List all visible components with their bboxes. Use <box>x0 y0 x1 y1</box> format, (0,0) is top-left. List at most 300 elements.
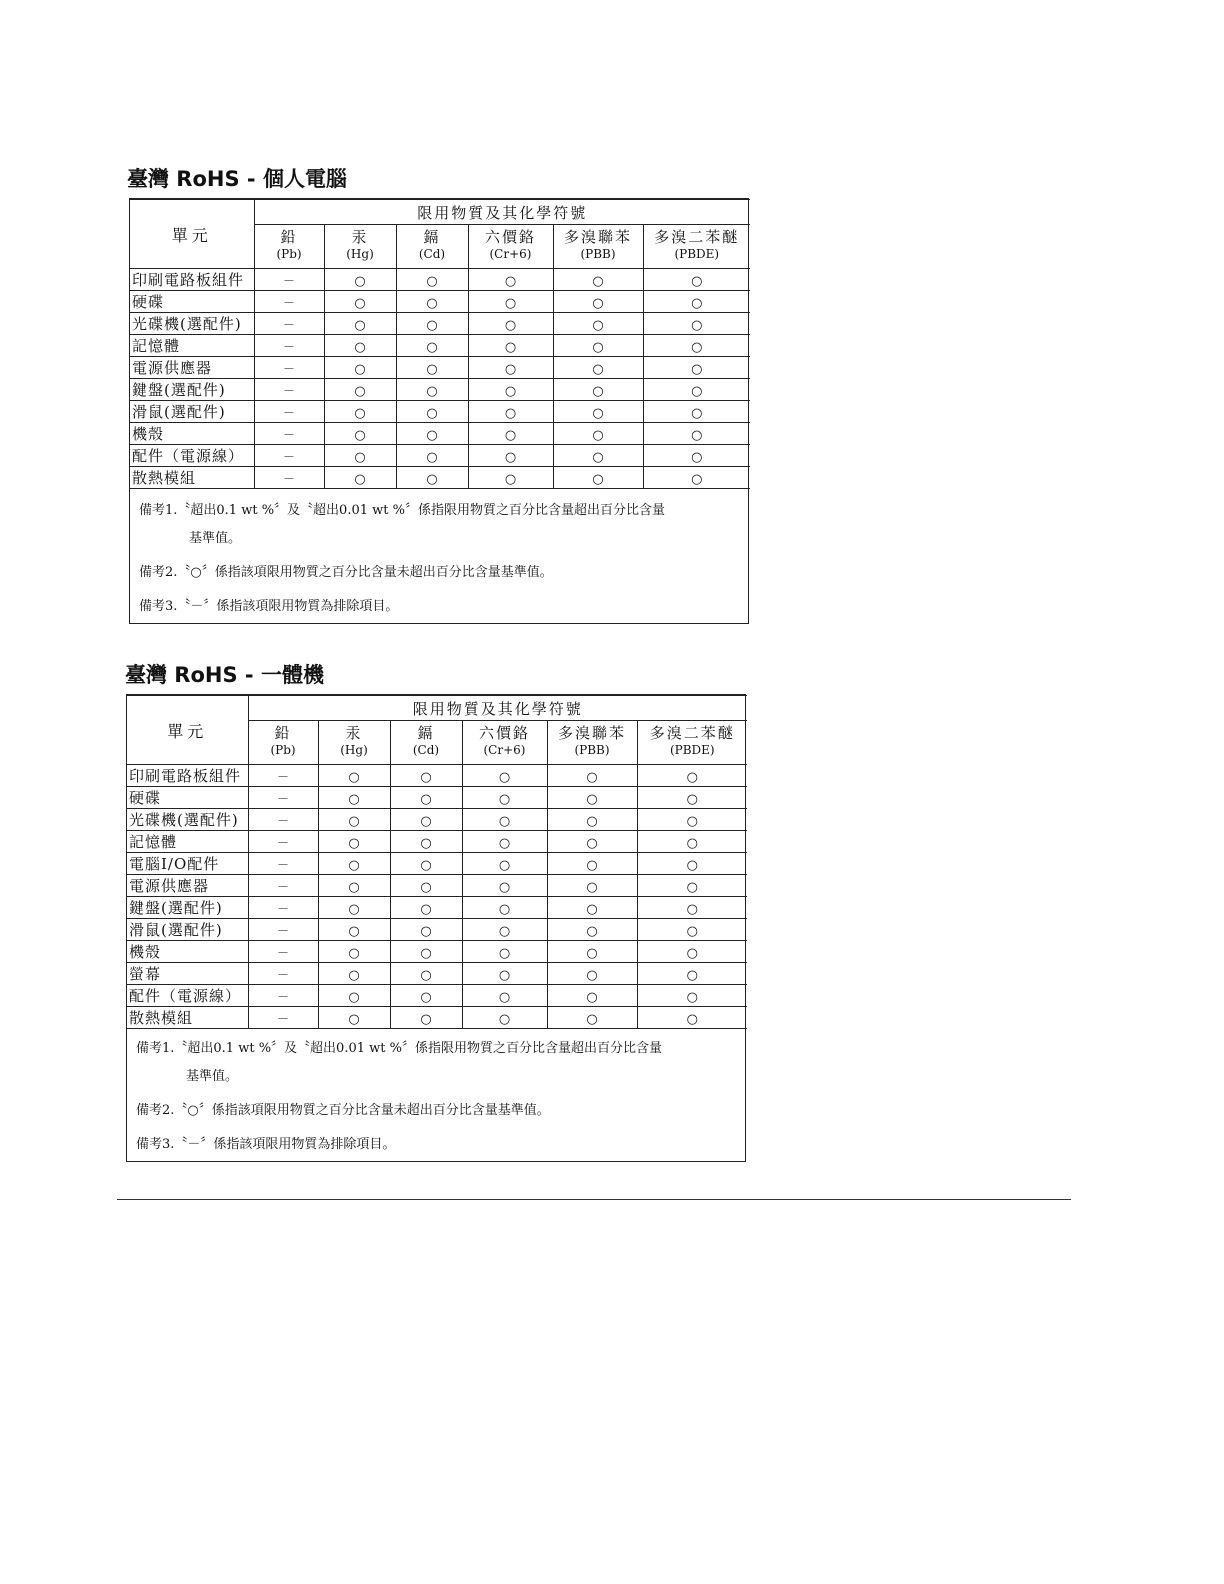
table-row <box>127 985 747 1007</box>
substance-cell <box>390 765 462 787</box>
substance-cell <box>637 875 747 897</box>
compliant-mark: ○ <box>420 792 432 807</box>
substance-header <box>396 225 468 269</box>
compliant-mark: ○ <box>348 836 360 851</box>
compliant-mark: ○ <box>586 836 598 851</box>
substance-cell <box>637 853 747 875</box>
substance-cell <box>547 787 637 809</box>
component-name: 印刷電路板組件 <box>130 269 254 291</box>
compliant-mark: ○ <box>348 880 360 895</box>
substance-cell <box>318 787 390 809</box>
substance-name: 鉛 <box>274 724 292 742</box>
notes-cell <box>130 489 750 632</box>
substance-cell <box>637 919 747 941</box>
compliant-mark: ○ <box>691 428 703 443</box>
substance-cell <box>248 787 318 809</box>
exempt-mark: － <box>282 450 295 464</box>
substance-name: 多溴聯苯 <box>563 228 632 246</box>
substance-cell <box>553 313 643 335</box>
compliant-mark: ○ <box>348 968 360 983</box>
substance-cell <box>637 765 747 787</box>
substance-cell <box>553 401 643 423</box>
substance-cell <box>324 335 396 357</box>
compliant-mark: ○ <box>354 384 366 399</box>
note-1-text: 備考1.〝超出0.1 wt %〞及〝超出0.01 wt %〞係指限用物質之百分比含量超出百分比含量 <box>139 503 665 518</box>
compliant-mark: ○ <box>586 814 598 829</box>
substance-cell <box>254 423 324 445</box>
substance-cell <box>462 963 547 985</box>
substance-symbol: (PBB) <box>574 743 610 757</box>
substance-cell <box>462 831 547 853</box>
compliant-mark: ○ <box>586 880 598 895</box>
compliant-mark: ○ <box>354 362 366 377</box>
compliant-mark: ○ <box>426 362 438 377</box>
substance-symbol: (PBDE) <box>669 743 715 757</box>
substance-cell <box>553 467 643 489</box>
substance-name: 鎘 <box>417 724 435 742</box>
substance-cell <box>324 357 396 379</box>
component-name: 光碟機(選配件) <box>130 313 254 335</box>
substance-cell <box>318 919 390 941</box>
compliant-mark: ○ <box>586 792 598 807</box>
substance-cell <box>468 335 553 357</box>
substance-cell <box>254 467 324 489</box>
substance-cell <box>547 941 637 963</box>
compliant-mark: ○ <box>504 318 517 333</box>
table-row <box>127 897 747 919</box>
unit-column-header: 單元 <box>127 696 248 765</box>
substance-cell <box>254 313 324 335</box>
compliant-mark: ○ <box>426 472 438 487</box>
substance-cell <box>468 401 553 423</box>
exempt-mark: － <box>276 968 289 982</box>
table-row <box>127 853 747 875</box>
note-1 <box>139 501 750 549</box>
substance-cell <box>396 379 468 401</box>
compliant-mark: ○ <box>504 428 517 443</box>
compliant-mark: ○ <box>420 814 432 829</box>
substance-cell <box>468 467 553 489</box>
component-name: 硬碟 <box>127 787 248 809</box>
compliant-mark: ○ <box>354 296 366 311</box>
substance-cell <box>643 467 750 489</box>
compliant-mark: ○ <box>348 902 360 917</box>
substance-name: 多溴二苯醚 <box>654 228 740 246</box>
substance-cell <box>248 809 318 831</box>
substance-cell <box>318 831 390 853</box>
exempt-mark: － <box>282 296 295 310</box>
substance-cell <box>547 853 637 875</box>
unit-column-header: 單元 <box>130 200 254 269</box>
component-name: 硬碟 <box>130 291 254 313</box>
table-row <box>130 269 750 291</box>
compliant-mark: ○ <box>586 770 598 785</box>
substance-cell <box>390 831 462 853</box>
substance-symbol: (Cr+6) <box>489 247 532 261</box>
table-row <box>127 919 747 941</box>
horizontal-divider <box>117 1199 1071 1200</box>
substance-cell <box>254 357 324 379</box>
compliant-mark: ○ <box>420 990 432 1005</box>
compliant-mark: ○ <box>354 340 366 355</box>
compliant-mark: ○ <box>348 1012 360 1027</box>
substance-cell <box>390 919 462 941</box>
compliant-mark: ○ <box>592 362 604 377</box>
compliant-mark: ○ <box>426 406 438 421</box>
compliant-mark: ○ <box>691 340 703 355</box>
compliant-mark: ○ <box>504 450 517 465</box>
compliant-mark: ○ <box>354 450 366 465</box>
rohs-table <box>130 199 750 631</box>
substance-cell <box>643 313 750 335</box>
substance-name: 鎘 <box>423 228 441 246</box>
substance-cell <box>318 941 390 963</box>
compliant-mark: ○ <box>504 340 517 355</box>
substance-cell <box>468 313 553 335</box>
substance-cell <box>390 985 462 1007</box>
note-1-text: 備考1.〝超出0.1 wt %〞及〝超出0.01 wt %〞係指限用物質之百分比含量超出百分比含量 <box>136 1041 662 1056</box>
component-name: 電源供應器 <box>130 357 254 379</box>
compliant-mark: ○ <box>686 770 698 785</box>
substance-cell <box>390 875 462 897</box>
substance-cell <box>462 875 547 897</box>
substance-symbol: (Hg) <box>346 247 374 261</box>
compliant-mark: ○ <box>348 814 360 829</box>
compliant-mark: ○ <box>586 1012 598 1027</box>
compliant-mark: ○ <box>592 472 604 487</box>
note-2: 備考2.〝○〞係指該項限用物質之百分比含量未超出百分比含量基準值。 <box>136 1103 550 1118</box>
compliant-mark: ○ <box>426 318 438 333</box>
component-name: 配件（電源線） <box>130 445 254 467</box>
substance-cell <box>324 467 396 489</box>
substance-cell <box>396 357 468 379</box>
compliant-mark: ○ <box>498 968 511 983</box>
compliant-mark: ○ <box>498 858 511 873</box>
exempt-mark: － <box>276 836 289 850</box>
substance-cell <box>390 1007 462 1029</box>
substance-cell <box>553 423 643 445</box>
compliant-mark: ○ <box>498 770 511 785</box>
component-name: 記憶體 <box>127 831 248 853</box>
substance-header <box>547 721 637 765</box>
component-name: 鍵盤(選配件) <box>127 897 248 919</box>
component-name: 散熱模組 <box>130 467 254 489</box>
compliant-mark: ○ <box>686 990 698 1005</box>
substance-cell <box>248 765 318 787</box>
substance-cell <box>547 831 637 853</box>
compliant-mark: ○ <box>586 990 598 1005</box>
substance-name: 汞 <box>345 724 363 742</box>
substance-header <box>643 225 750 269</box>
component-name: 配件（電源線） <box>127 985 248 1007</box>
compliant-mark: ○ <box>420 902 432 917</box>
header-row <box>130 200 750 225</box>
notes-row <box>127 1029 747 1170</box>
compliant-mark: ○ <box>592 406 604 421</box>
compliant-mark: ○ <box>420 770 432 785</box>
substance-name: 六價鉻 <box>478 724 530 742</box>
substance-cell <box>637 963 747 985</box>
substance-cell <box>318 853 390 875</box>
substance-cell <box>318 897 390 919</box>
compliant-mark: ○ <box>504 362 517 377</box>
compliant-mark: ○ <box>691 318 703 333</box>
compliant-mark: ○ <box>426 384 438 399</box>
compliant-mark: ○ <box>686 814 698 829</box>
rohs-table-all-in-one <box>126 694 746 1162</box>
substance-cell <box>396 467 468 489</box>
substance-cell <box>462 787 547 809</box>
compliant-mark: ○ <box>498 836 511 851</box>
substance-header <box>462 721 547 765</box>
compliant-mark: ○ <box>586 902 598 917</box>
substance-cell <box>254 401 324 423</box>
substance-cell <box>248 985 318 1007</box>
substance-header <box>553 225 643 269</box>
substance-cell <box>547 1007 637 1029</box>
substance-cell <box>248 1007 318 1029</box>
compliant-mark: ○ <box>498 990 511 1005</box>
substance-header <box>468 225 553 269</box>
note-3: 備考3.〝－〞係指該項限用物質為排除項目。 <box>139 599 399 614</box>
compliant-mark: ○ <box>354 318 366 333</box>
substance-cell <box>248 941 318 963</box>
exempt-mark: － <box>276 880 289 894</box>
compliant-mark: ○ <box>348 792 360 807</box>
compliant-mark: ○ <box>686 968 698 983</box>
substance-cell <box>324 445 396 467</box>
exempt-mark: － <box>282 472 295 486</box>
substance-cell <box>390 963 462 985</box>
compliant-mark: ○ <box>498 946 511 961</box>
compliant-mark: ○ <box>420 1012 432 1027</box>
notes-row <box>130 489 750 632</box>
section-title-all-in-one: 臺灣 RoHS - 一體機 <box>125 663 324 687</box>
substance-cell <box>318 963 390 985</box>
substance-symbol: (Hg) <box>340 743 368 757</box>
component-name: 光碟機(選配件) <box>127 809 248 831</box>
substance-cell <box>637 941 747 963</box>
compliant-mark: ○ <box>348 924 360 939</box>
substance-cell <box>254 291 324 313</box>
substance-cell <box>390 941 462 963</box>
substance-header <box>248 721 318 765</box>
substance-symbol: (Cd) <box>412 743 440 757</box>
substance-cell <box>643 357 750 379</box>
compliant-mark: ○ <box>691 450 703 465</box>
substance-cell <box>324 379 396 401</box>
restricted-substances-header: 限用物質及其化學符號 <box>254 200 750 225</box>
component-name: 電腦I/O配件 <box>127 853 248 875</box>
substance-header <box>318 721 390 765</box>
substance-cell <box>396 401 468 423</box>
exempt-mark: － <box>282 274 295 288</box>
substance-name: 多溴二苯醚 <box>649 724 735 742</box>
rohs-table <box>127 695 747 1169</box>
compliant-mark: ○ <box>504 472 517 487</box>
substance-header <box>390 721 462 765</box>
component-name: 機殼 <box>130 423 254 445</box>
substance-cell <box>547 765 637 787</box>
note-1 <box>136 1039 747 1087</box>
compliant-mark: ○ <box>586 968 598 983</box>
compliant-mark: ○ <box>348 946 360 961</box>
compliant-mark: ○ <box>420 880 432 895</box>
compliant-mark: ○ <box>348 990 360 1005</box>
table-row <box>127 941 747 963</box>
compliant-mark: ○ <box>592 384 604 399</box>
substance-name: 多溴聯苯 <box>557 724 626 742</box>
compliant-mark: ○ <box>586 924 598 939</box>
compliant-mark: ○ <box>354 274 366 289</box>
compliant-mark: ○ <box>586 946 598 961</box>
table-row <box>127 963 747 985</box>
exempt-mark: － <box>282 428 295 442</box>
substance-symbol: (Pb) <box>276 247 302 261</box>
substance-cell <box>468 269 553 291</box>
compliant-mark: ○ <box>498 902 511 917</box>
substance-cell <box>547 963 637 985</box>
notes <box>130 489 750 617</box>
substance-cell <box>396 335 468 357</box>
table-row <box>130 313 750 335</box>
compliant-mark: ○ <box>686 792 698 807</box>
exempt-mark: － <box>282 362 295 376</box>
substance-cell <box>547 809 637 831</box>
substance-cell <box>553 291 643 313</box>
compliant-mark: ○ <box>592 318 604 333</box>
substance-symbol: (Cd) <box>418 247 446 261</box>
exempt-mark: － <box>276 946 289 960</box>
table-row <box>130 357 750 379</box>
notes-cell <box>127 1029 747 1170</box>
substance-name: 鉛 <box>280 228 298 246</box>
substance-cell <box>324 313 396 335</box>
compliant-mark: ○ <box>420 946 432 961</box>
substance-cell <box>318 985 390 1007</box>
component-name: 散熱模組 <box>127 1007 248 1029</box>
compliant-mark: ○ <box>420 836 432 851</box>
exempt-mark: － <box>282 384 295 398</box>
substance-cell <box>553 379 643 401</box>
substance-cell <box>468 291 553 313</box>
compliant-mark: ○ <box>686 924 698 939</box>
substance-cell <box>553 335 643 357</box>
table-row <box>130 291 750 313</box>
substance-cell <box>643 423 750 445</box>
substance-cell <box>254 269 324 291</box>
table-row <box>127 809 747 831</box>
component-name: 滑鼠(選配件) <box>127 919 248 941</box>
substance-cell <box>248 963 318 985</box>
substance-cell <box>248 897 318 919</box>
substance-cell <box>324 269 396 291</box>
substance-cell <box>468 379 553 401</box>
compliant-mark: ○ <box>420 858 432 873</box>
component-name: 電源供應器 <box>127 875 248 897</box>
substance-name: 汞 <box>351 228 369 246</box>
component-name: 鍵盤(選配件) <box>130 379 254 401</box>
substance-cell <box>462 809 547 831</box>
compliant-mark: ○ <box>686 836 698 851</box>
table-row <box>130 423 750 445</box>
compliant-mark: ○ <box>686 880 698 895</box>
notes <box>127 1029 747 1155</box>
compliant-mark: ○ <box>354 428 366 443</box>
substance-cell <box>318 1007 390 1029</box>
component-name: 印刷電路板組件 <box>127 765 248 787</box>
compliant-mark: ○ <box>686 1012 698 1027</box>
substance-cell <box>462 853 547 875</box>
substance-cell <box>318 809 390 831</box>
table-row <box>127 831 747 853</box>
table-row <box>130 335 750 357</box>
compliant-mark: ○ <box>504 384 517 399</box>
substance-cell <box>643 335 750 357</box>
substance-cell <box>396 423 468 445</box>
substance-symbol: (Pb) <box>270 743 296 757</box>
substance-cell <box>553 357 643 379</box>
substance-cell <box>547 919 637 941</box>
compliant-mark: ○ <box>426 340 438 355</box>
table-row <box>130 467 750 489</box>
substance-cell <box>254 335 324 357</box>
substance-cell <box>396 269 468 291</box>
compliant-mark: ○ <box>426 450 438 465</box>
rohs-table-personal-computer <box>129 198 749 624</box>
exempt-mark: － <box>276 858 289 872</box>
section-title-personal-computer: 臺灣 RoHS - 個人電腦 <box>127 167 347 191</box>
exempt-mark: － <box>276 990 289 1004</box>
substance-cell <box>248 853 318 875</box>
table-row <box>127 787 747 809</box>
substance-cell <box>254 445 324 467</box>
note-1-continuation: 基準值。 <box>186 1069 239 1084</box>
table-row <box>127 1007 747 1029</box>
substance-cell <box>254 379 324 401</box>
component-name: 機殼 <box>127 941 248 963</box>
compliant-mark: ○ <box>691 406 703 421</box>
substance-cell <box>468 445 553 467</box>
table-row <box>130 401 750 423</box>
substance-cell <box>553 269 643 291</box>
compliant-mark: ○ <box>592 274 604 289</box>
substance-cell <box>637 1007 747 1029</box>
substance-cell <box>643 269 750 291</box>
restricted-substances-header: 限用物質及其化學符號 <box>248 696 747 721</box>
compliant-mark: ○ <box>691 384 703 399</box>
compliant-mark: ○ <box>354 472 366 487</box>
substance-cell <box>462 1007 547 1029</box>
substance-cell <box>462 765 547 787</box>
substance-cell <box>637 897 747 919</box>
substance-cell <box>396 445 468 467</box>
substance-cell <box>318 765 390 787</box>
compliant-mark: ○ <box>498 1012 511 1027</box>
compliant-mark: ○ <box>691 362 703 377</box>
substance-cell <box>637 831 747 853</box>
substance-cell <box>547 875 637 897</box>
substance-cell <box>248 875 318 897</box>
substance-cell <box>390 809 462 831</box>
component-name: 螢幕 <box>127 963 248 985</box>
compliant-mark: ○ <box>426 274 438 289</box>
exempt-mark: － <box>276 792 289 806</box>
exempt-mark: － <box>276 924 289 938</box>
compliant-mark: ○ <box>498 924 511 939</box>
compliant-mark: ○ <box>504 406 517 421</box>
compliant-mark: ○ <box>691 274 703 289</box>
